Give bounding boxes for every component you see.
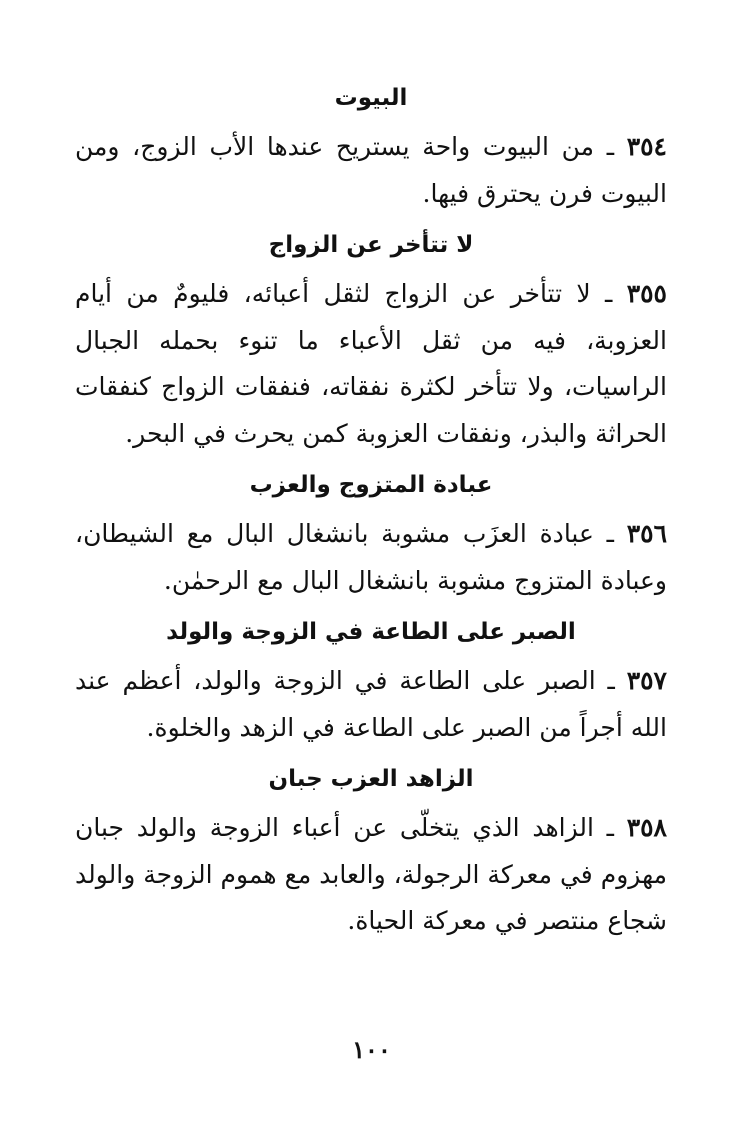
paragraph-separator: ـ [594, 132, 627, 161]
paragraph-358 [75, 805, 667, 945]
paragraph-number: ٣٥٨ [626, 813, 667, 842]
paragraph-356 [75, 511, 667, 604]
paragraph-separator: ـ [590, 279, 627, 308]
section-heading-patience-wife-child: الصبر على الطاعة في الزوجة والولد [166, 619, 576, 645]
paragraph-number: ٣٥٧ [626, 666, 667, 695]
paragraph-number: ٣٥٤ [626, 132, 667, 161]
paragraph-number: ٣٥٦ [626, 519, 668, 548]
paragraph-text: لا تتأخر عن الزواج لثقل أعبائه، فليومٌ من أيام العزوبة، فيه من ثقل الأعباء ما تنوء بحمله الجبال الراسيات، ولا تتأخر لكثرة نفقاته، فنفقات الزواج كنفقات الحراثة والبذر، ونفقات العزوبة كمن يحرث في البحر. [75, 279, 667, 448]
paragraph-text: عبادة العزَب مشوبة بانشغال البال مع الشيطان، وعبادة المتزوج مشوبة بانشغال البال مع الرحمٰن. [75, 519, 667, 595]
paragraph-text: الزاهد الذي يتخلّى عن أعباء الزوجة والولد جبان مهزوم في معركة الرجولة، والعابد مع هموم الزوجة والولد شجاع منتصر في معركة الحياة. [75, 813, 667, 935]
paragraph-text: الصبر على الطاعة في الزوجة والولد، أعظم عند الله أجراً من الصبر على الطاعة في الزهد والخلوة. [75, 666, 667, 742]
section-heading-homes: البيوت [334, 85, 408, 111]
section-heading-do-not-delay-marriage: لا تتأخر عن الزواج [268, 232, 474, 258]
page-number: ١٠٠ [352, 1035, 391, 1064]
page-content [75, 78, 667, 945]
paragraph-separator: ـ [595, 666, 627, 695]
paragraph-separator: ـ [593, 519, 627, 548]
paragraph-357 [75, 658, 667, 751]
paragraph-355 [75, 271, 667, 457]
paragraph-separator: ـ [593, 813, 627, 842]
paragraph-354 [75, 124, 667, 217]
paragraph-number: ٣٥٥ [626, 279, 667, 308]
section-heading-ascetic-coward: الزاهد العزب جبان [268, 766, 474, 792]
section-heading-worship-married-single: عبادة المتزوج والعزب [249, 472, 493, 498]
paragraph-text: من البيوت واحة يستريح عندها الأب الزوج، ومن البيوت فرن يحترق فيها. [75, 132, 667, 208]
